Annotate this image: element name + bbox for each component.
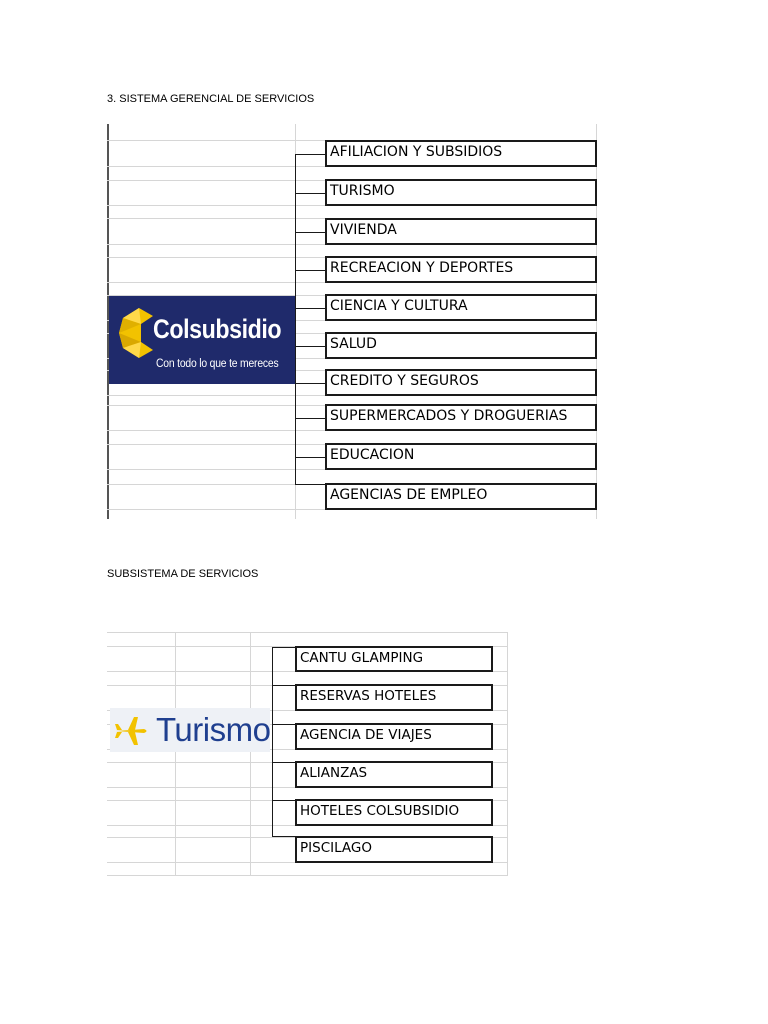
service-box: TURISMO [325,179,597,206]
colsubsidio-tagline: Con todo lo que te mereces [156,358,279,370]
service-box: AGENCIAS DE EMPLEO [325,483,597,510]
colsubsidio-wordmark: Colsubsidio [153,314,282,344]
service-box: SALUD [325,332,597,359]
service-box: AFILIACION Y SUBSIDIOS [325,140,597,167]
colsubsidio-star-icon [119,308,153,358]
sub-heading: SUBSISTEMA DE SERVICIOS [107,568,259,580]
service-box: SUPERMERCADOS Y DROGUERIAS [325,404,597,431]
sub-service-box: AGENCIA DE VIAJES [295,723,493,750]
sub-service-box: ALIANZAS [295,761,493,788]
airplane-icon [114,716,150,746]
sub-service-box: CANTU GLAMPING [295,646,493,672]
service-box: EDUCACION [325,443,597,470]
turismo-logo [110,708,270,752]
sub-service-box: HOTELES COLSUBSIDIO [295,799,493,826]
service-box: CIENCIA Y CULTURA [325,294,597,321]
sub-service-box: RESERVAS HOTELES [295,684,493,711]
service-box: RECREACION Y DEPORTES [325,256,597,283]
service-box: CREDITO Y SEGUROS [325,369,597,396]
sub-service-box: PISCILAGO [295,836,493,863]
turismo-wordmark: Turismo [156,711,271,748]
service-box: VIVIENDA [325,218,597,245]
main-heading: 3. SISTEMA GERENCIAL DE SERVICIOS [107,93,315,105]
colsubsidio-logo [109,296,295,384]
